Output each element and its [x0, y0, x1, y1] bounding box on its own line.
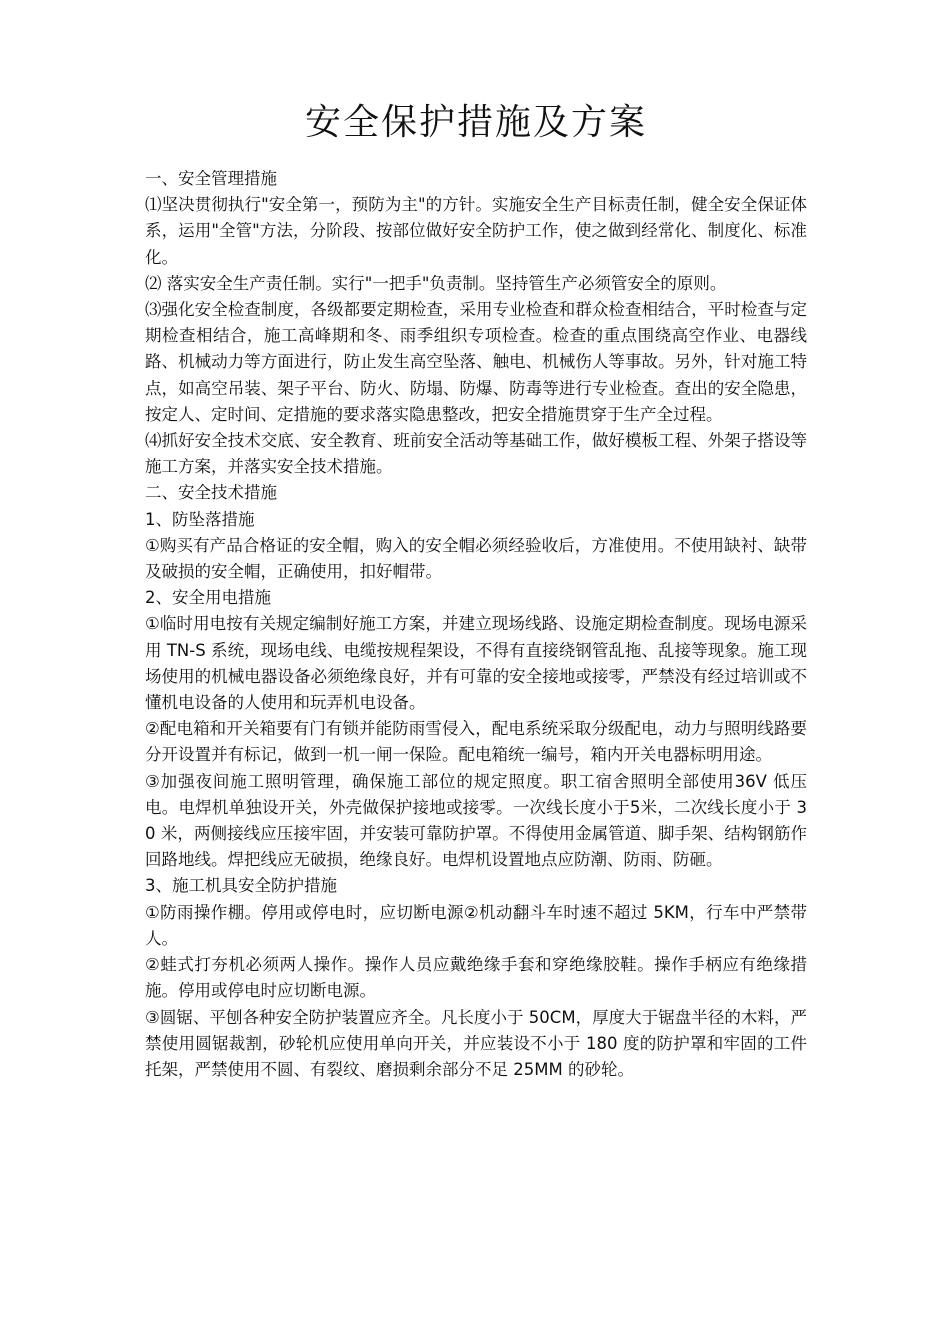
- paragraph-rain-shed: ①防雨操作棚。停用或停电时，应切断电源②机动翻斗车时速不超过 5KM，行车中严禁带人。: [145, 902, 807, 948]
- paragraph-item-2: ⑵ 落实安全生产责任制。实行"一把手"负责制。坚持管生产必须管安全的原则。: [145, 273, 727, 293]
- document-title: 安全保护措施及方案: [304, 102, 647, 143]
- paragraph-temp-power: ①临时用电按有关规定编制好施工方案，并建立现场线路、设施定期检查制度。现场电源采用 TN-S 系统，现场电线、电缆按规程架设，不得有直接绕钢管乱拖、乱接等现象。施工现场使用的机械电器设备必须绝缘良好，并有可靠的安全接地或接零，严禁没有经过培训或不懂机电设备的人使用和玩弄机电设备。: [145, 614, 807, 713]
- section-heading-technical: 二、安全技术措施: [145, 483, 277, 503]
- paragraph-item-1: ⑴坚决贯彻执行"安全第一，预防为主"的方针。实施安全生产目标责任制，健全安全保证体系，运用"全管"方法，分阶段、按部位做好安全防护工作，使之做到经常化、制度化、标准化。: [145, 195, 807, 267]
- paragraph-night-lighting: ③加强夜间施工照明管理，确保施工部位的规定照度。职工宿舍照明全部使用36V 低压电。电焊机单独设开关，外壳做保护接地或接零。一次线长度小于5米，二次线长度小于 30 米，两侧接线应压接牢固，并安装可靠防护罩。不得使用金属管道、脚手架、结构钢筋作回路地线。焊把线应无破损，绝缘良好。电焊机设置地点应防潮、防雨、防砸。: [145, 771, 807, 870]
- paragraph-item-3: ⑶强化安全检查制度，各级都要定期检查，采用专业检查和群众检查相结合，平时检查与定期检查相结合，施工高峰期和冬、雨季组织专项检查。检查的重点围绕高空作业、电器线路、机械动力等方面进行，防止发生高空坠落、触电、机械伤人等事故。另外，针对施工特点，如高空吊装、架子平台、防火、防塌、防爆、防毒等进行专业检查。查出的安全隐患，按定人、定时间、定措施的要求落实隐患整改，把安全措施贯穿于生产全过程。: [145, 300, 807, 424]
- paragraph-tamper: ②蛙式打夯机必须两人操作。操作人员应戴绝缘手套和穿绝缘胶鞋。操作手柄应有绝缘措施。停用或停电时应切断电源。: [145, 955, 807, 1001]
- section-heading-management: 一、安全管理措施: [145, 169, 277, 188]
- paragraph-helmet: ①购买有产品合格证的安全帽，购入的安全帽必须经验收后，方准使用。不使用缺衬、缺带及破损的安全帽，正确使用，扣好帽带。: [145, 535, 807, 582]
- document-body: [145, 98, 807, 1083]
- subheading-machinery: 3、施工机具安全防护措施: [145, 876, 337, 896]
- paragraph-item-4: ⑷抓好安全技术交底、安全教育、班前安全活动等基础工作，做好模板工程、外架子搭设等施工方案，并落实安全技术措施。: [145, 431, 807, 477]
- paragraph-distribution-box: ②配电箱和开关箱要有门有锁并能防雨雪侵入，配电系统采取分级配电，动力与照明线路要分开设置并有标记，做到一机一闸一保险。配电箱统一编号，箱内开关电器标明用途。: [145, 719, 807, 765]
- subheading-electrical: 2、安全用电措施: [145, 588, 271, 608]
- paragraph-saw: ③圆锯、平刨各种安全防护装置应齐全。凡长度小于 50CM，厚度大于锯盘半径的木料，严禁使用圆锯裁割，砂轮机应使用单向开关，并应装设不小于 180 度的防护罩和牢固的工件托架，严禁使用不圆、有裂纹、磨损剩余部分不足 25MM 的砂轮。: [145, 1007, 807, 1079]
- subheading-fall-prevention: 1、防坠落措施: [145, 509, 255, 529]
